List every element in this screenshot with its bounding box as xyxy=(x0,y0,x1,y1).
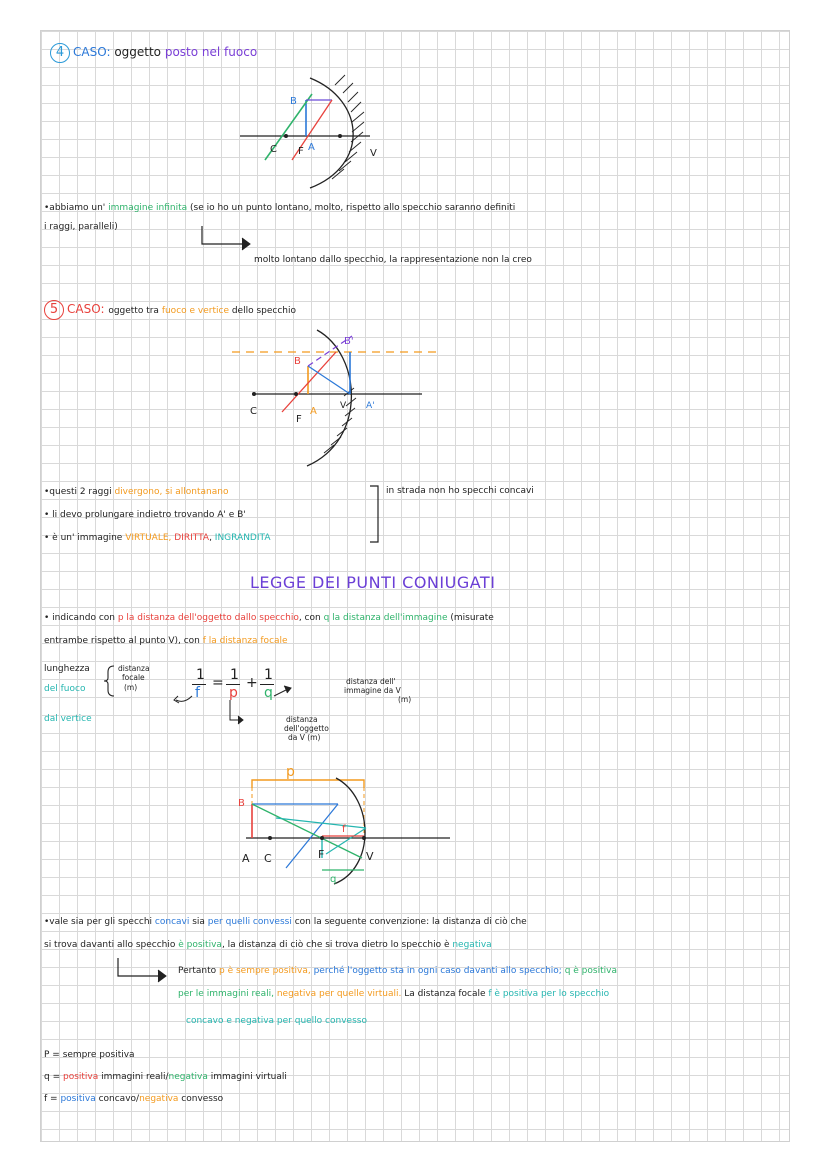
case5-label: CASO: xyxy=(67,302,105,316)
case5-text-b: fuoco e vertice xyxy=(161,306,229,316)
case5-bullet2: • li devo prolungare indietro trovando A' e B' xyxy=(44,510,246,520)
case5-label-A: A xyxy=(310,406,317,417)
law-intro1-d: q la distanza dell'immagine xyxy=(323,613,448,623)
law-brace-l3: (m) xyxy=(124,683,138,692)
law-label-A: A xyxy=(242,852,250,865)
rules-sum3-e: convesso xyxy=(178,1094,224,1104)
case5-bullet3-d: , xyxy=(209,533,215,543)
law-label-C: C xyxy=(264,852,272,865)
rules-line3 xyxy=(178,966,617,977)
eq-f: f xyxy=(195,685,200,701)
law-q-note-l3: (m) xyxy=(398,695,412,704)
law-left-l2: del fuoco xyxy=(44,684,86,694)
law-intro1-b: p la distanza dell'oggetto dallo specchio xyxy=(117,613,299,623)
case4-label-C: C xyxy=(270,144,277,155)
rules-line1-a: •vale sia per gli specchi xyxy=(44,917,155,927)
rules-line2-c: , la distanza di ciò che si trova dietro lo specchio è xyxy=(221,940,453,950)
law-label-f: f xyxy=(342,824,346,835)
case4-arrow-note: molto lontano dallo specchio, la rappresentazione non la creo xyxy=(254,255,532,265)
case5-text-a: oggetto tra xyxy=(108,306,162,316)
case4-label-V: V xyxy=(370,148,377,159)
case4-line1-a: •abbiamo un' xyxy=(44,203,109,213)
rules-line2-d: negativa xyxy=(452,940,492,950)
rules-line4-d: f è positiva per lo specchio xyxy=(488,989,610,999)
rules-sum3-d: negativa xyxy=(139,1094,179,1104)
case5-number: 5 xyxy=(44,300,64,320)
rules-line5: concavo e negativa per quello convesso xyxy=(186,1016,367,1026)
case5-label-A1: A' xyxy=(366,401,375,411)
rules-sum3-b: positiva xyxy=(60,1094,96,1104)
case5-heading xyxy=(44,300,296,320)
case4-mirror-hatch xyxy=(332,75,364,179)
case5-bracket xyxy=(368,484,382,544)
rules-sum2-b: positiva xyxy=(62,1072,99,1082)
case4-line2: i raggi, paralleli) xyxy=(44,222,118,232)
law-intro1-c: , con xyxy=(298,613,324,623)
law-label-p: p xyxy=(286,764,295,780)
law-left-l3: dal vertice xyxy=(44,714,92,724)
rules-sum3 xyxy=(44,1094,223,1105)
law-label-q: q xyxy=(330,874,337,885)
case5-label-F: F xyxy=(296,414,302,425)
rules-line1-c: sia xyxy=(189,917,208,927)
eq-plus: + xyxy=(246,675,258,691)
case5-label-B1: B' xyxy=(344,336,354,347)
rules-sum3-c: concavo/ xyxy=(95,1094,140,1104)
rules-line4-b: negativa per quelle virtuali. xyxy=(276,989,402,999)
case5-bullet1 xyxy=(44,487,228,498)
law-left-l1: lunghezza xyxy=(44,664,90,674)
case5-mirror xyxy=(307,330,351,466)
case5-bullet3-b: VIRTUALE, xyxy=(125,533,175,543)
rules-line3-a: Pertanto xyxy=(178,966,219,976)
eq-p: p xyxy=(229,685,238,701)
law-q-note-l1: distanza dell' xyxy=(346,677,396,686)
case4-arrow xyxy=(196,224,256,250)
case4-heading xyxy=(50,43,257,63)
rules-line3-d: q è positiva xyxy=(564,966,617,976)
case4-mirror xyxy=(310,78,353,188)
law-intro1-a: • indicando con xyxy=(44,613,118,623)
case5-ray-blue xyxy=(308,366,350,394)
case4-diagram xyxy=(240,70,410,190)
eq-one-c: 1 xyxy=(264,667,273,683)
law-p-note-l2: dell'oggetto xyxy=(284,724,329,733)
case4-text-b: posto nel fuoco xyxy=(164,45,258,59)
rules-sum2-c: immagini reali/ xyxy=(98,1072,169,1082)
case5-label-B: B xyxy=(294,356,301,367)
law-label-F: F xyxy=(318,848,325,861)
eq-eq: = xyxy=(212,675,224,691)
law-label-V: V xyxy=(366,850,374,863)
case5-ray-red xyxy=(282,352,336,412)
case5-bullet3-e: INGRANDITA xyxy=(214,533,271,543)
case5-bullet3-c: DIRITTA xyxy=(174,533,210,543)
case4-label-B: B xyxy=(290,96,297,107)
rules-sum2 xyxy=(44,1072,287,1083)
rules-line1-e: con la seguente convenzione: la distanza di ciò che xyxy=(291,917,527,927)
case5-label-C: C xyxy=(250,406,257,417)
case5-text-c: dello specchio xyxy=(228,306,297,316)
rules-line3-c: perché l'oggetto sta in ogni caso davanti allo specchio; xyxy=(310,966,565,976)
law-intro2 xyxy=(44,636,288,647)
law-brace xyxy=(102,664,116,698)
law-intro1-e: (misurate xyxy=(447,613,494,623)
law-intro2-b: f la distanza focale xyxy=(202,636,288,646)
case5-bullet1-b: divergono, si allontanano xyxy=(114,487,229,497)
law-intro2-a: entrambe rispetto al punto V), con xyxy=(44,636,203,646)
eq-one-a: 1 xyxy=(196,667,205,683)
rules-line1-b: concavi xyxy=(154,917,190,927)
case4-label-A: A xyxy=(308,142,315,153)
rules-line4 xyxy=(178,989,609,1000)
rules-sum3-a: f = xyxy=(44,1094,61,1104)
rules-sum2-a: q = xyxy=(44,1072,63,1082)
case5-side-note: in strada non ho specchi concavi xyxy=(386,486,534,496)
rules-arrow xyxy=(112,956,172,984)
case5-bullet3 xyxy=(44,533,270,544)
eq-q: q xyxy=(264,685,273,701)
case4-text-a: oggetto xyxy=(114,45,165,59)
rules-line4-a: per le immagini reali, xyxy=(178,989,277,999)
case5-diagram xyxy=(232,330,452,470)
rules-line1-d: per quelli convessi xyxy=(207,917,292,927)
case4-label: CASO: xyxy=(73,45,111,59)
rules-line2-b: è positiva xyxy=(178,940,222,950)
case4-line1-c: (se io ho un punto lontano, molto, rispetto allo specchio saranno definiti xyxy=(187,203,516,213)
law-title: LEGGE DEI PUNTI CONIUGATI xyxy=(250,573,496,592)
rules-line3-b: p è sempre positiva, xyxy=(219,966,311,976)
case5-bullet3-a: • è un' immagine xyxy=(44,533,126,543)
rules-sum2-d: negativa xyxy=(168,1072,208,1082)
eq-one-b: 1 xyxy=(230,667,239,683)
case4-number: 4 xyxy=(50,43,70,63)
law-q-note-l2: immagine da V xyxy=(344,686,401,695)
law-p-note-l1: distanza xyxy=(286,715,318,724)
rules-sum2-e: immagini virtuali xyxy=(207,1072,287,1082)
law-brace-l1: distanza xyxy=(118,664,150,673)
rules-sum1: P = sempre positiva xyxy=(44,1050,135,1060)
law-brace-l2: focale xyxy=(122,673,145,682)
law-label-B: B xyxy=(238,798,245,809)
case4-line1-b: immagine infinita xyxy=(108,203,188,213)
rules-line4-c: La distanza focale xyxy=(401,989,489,999)
case4-label-F: F xyxy=(298,146,304,157)
rules-line1 xyxy=(44,917,527,928)
case5-bullet1-a: •questi 2 raggi xyxy=(44,487,115,497)
rules-line2-a: si trova davanti allo specchio xyxy=(44,940,179,950)
law-diagram xyxy=(226,758,466,888)
case4-line1 xyxy=(44,203,515,214)
law-p-note-l3: da V (m) xyxy=(288,733,321,742)
law-intro1 xyxy=(44,613,494,624)
rules-line2 xyxy=(44,940,492,951)
case5-label-V: V xyxy=(340,401,347,411)
